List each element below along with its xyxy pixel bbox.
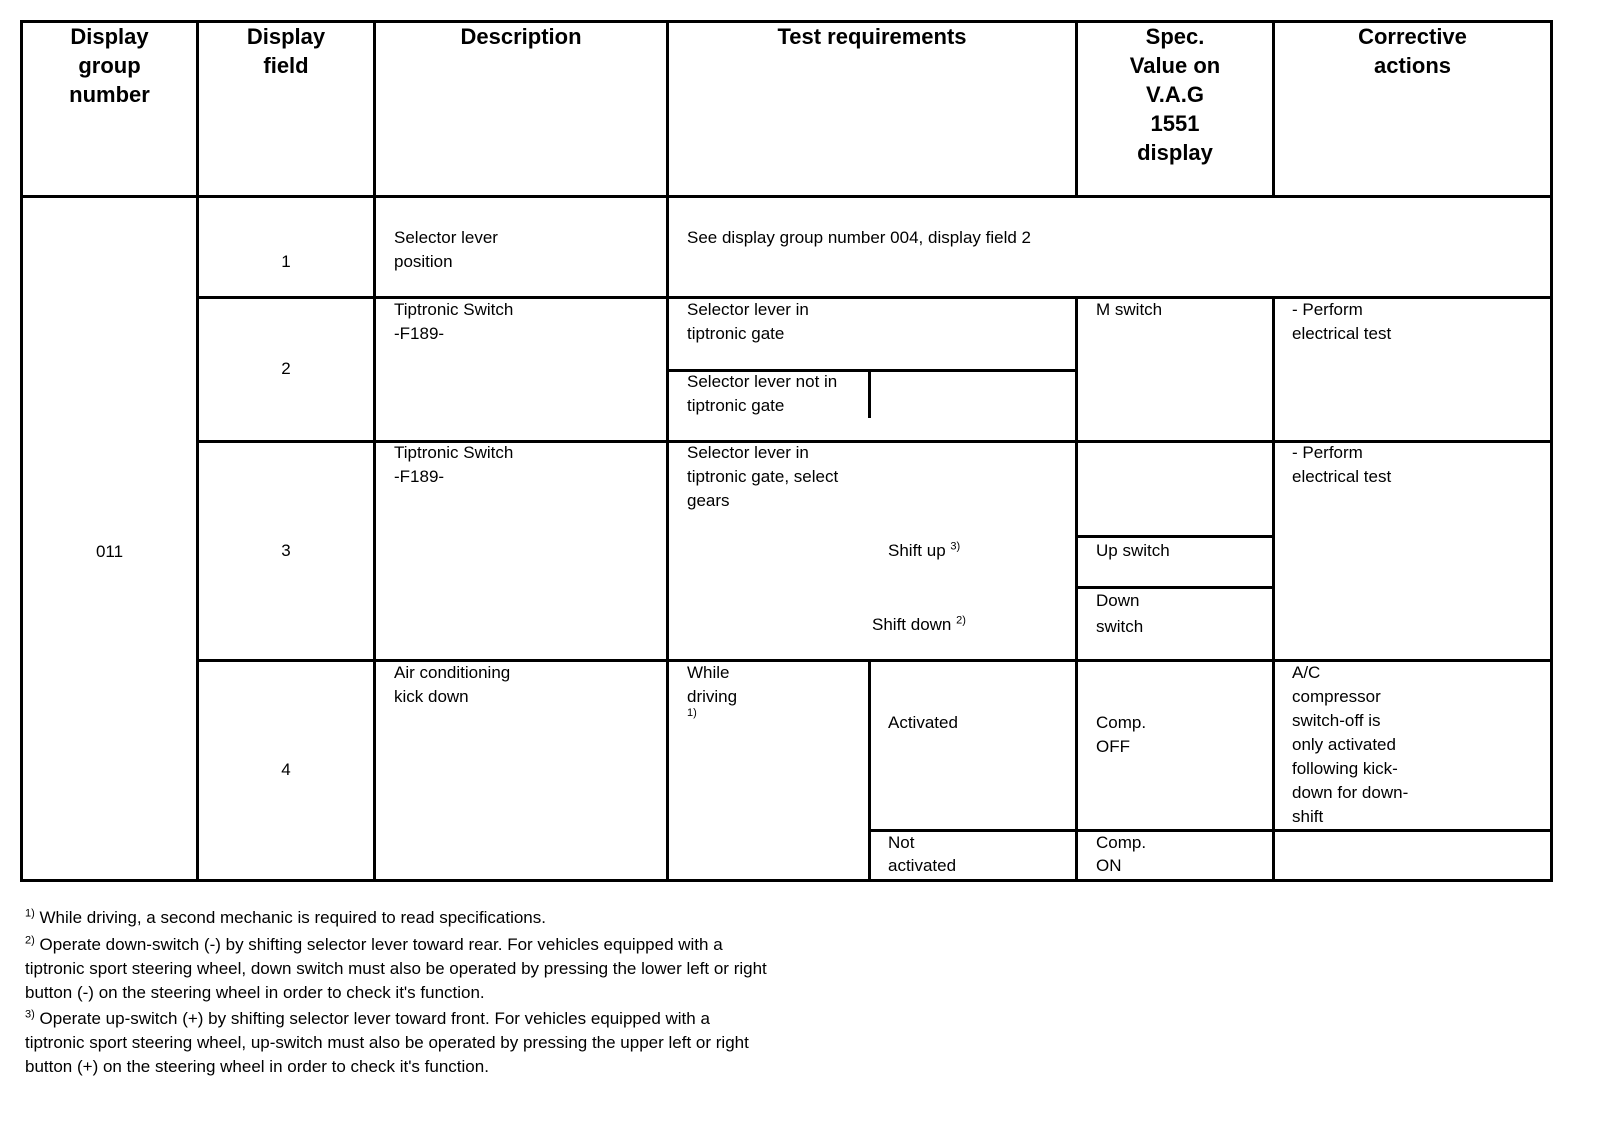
row-3-action: - Perform electrical test: [1292, 443, 1392, 486]
row-3-shift-down: [872, 613, 966, 637]
header-description: Description: [460, 24, 582, 49]
row-3-description: Tiptronic Switch -F189-: [394, 443, 514, 486]
row-2-action: - Perform electrical test: [1292, 300, 1392, 343]
row-2-description: Tiptronic Switch -F189-: [394, 300, 514, 343]
row-4-spec-activated: Comp. OFF: [1096, 713, 1147, 756]
header-display-field: Display field: [246, 24, 326, 78]
condition-ref: 1): [687, 707, 697, 719]
header-spec-value: Spec. Value on V.A.G 1551 display: [1129, 24, 1221, 165]
row-3-spec-down: Down switch: [1096, 591, 1144, 636]
row-3-spec-up: Up switch: [1096, 541, 1170, 560]
row-4-condition: While driving: [687, 663, 738, 706]
row-2-spec: M switch: [1096, 300, 1163, 319]
grid-line: [1075, 535, 1275, 538]
footnote-2-ref: 2): [25, 934, 35, 947]
group-number: 011: [95, 542, 124, 561]
grid-line: [868, 829, 1553, 832]
row-1-description: Selector lever position: [394, 228, 498, 271]
grid-line: [1075, 296, 1078, 882]
grid-line: [868, 369, 871, 418]
grid-line: [20, 195, 1553, 198]
grid-line: [373, 20, 376, 882]
grid-line: [868, 659, 871, 882]
row-1-test: See display group number 004, display field 2: [687, 228, 1031, 247]
row-1-field: 1: [281, 252, 291, 271]
header-display-group-number: Display group number: [69, 24, 150, 107]
row-3-shift-up: [888, 539, 960, 563]
footnote-3-text: Operate up-switch (+) by shifting selector lever toward front. For vehicles equipped with a tiptronic sport steering wheel, up-switch must also be operated by pressing the upper left or right button (+) on the steering wheel in order to check it's function.: [25, 1009, 749, 1076]
row-4-description: Air conditioning kick down: [394, 663, 511, 706]
grid-line: [666, 20, 669, 882]
grid-line: [1550, 20, 1553, 882]
grid-line: [20, 879, 1553, 882]
shift-up-label: Shift up: [888, 541, 946, 560]
row-3-field: 3: [281, 541, 291, 560]
row-2-test-in-gate: Selector lever in tiptronic gate: [687, 300, 809, 343]
row-2-field: 2: [281, 359, 291, 378]
footnote-1-text: While driving, a second mechanic is required to read specifications.: [39, 908, 546, 927]
row-4-condition-footnote-ref: [687, 706, 697, 720]
shift-down-footnote-ref: 2): [956, 614, 966, 627]
footnote-2-text: Operate down-switch (-) by shifting selector lever toward rear. For vehicles equipped with a tiptronic sport steering wheel, down switch must also be operated by pressing the lower left or right button (-) on the steering wheel in order to check it's function.: [25, 935, 767, 1002]
footnote-3-ref: 3): [25, 1008, 35, 1021]
grid-line: [20, 20, 23, 882]
shift-down-label: Shift down: [872, 615, 952, 634]
row-4-field: 4: [281, 760, 291, 779]
footnote-1-ref: 1): [25, 907, 35, 920]
row-4-action: A/C compressor switch-off is only activated following kick- down for down- shift: [1292, 663, 1409, 826]
grid-line: [1272, 296, 1275, 882]
footnote-3: [25, 1007, 925, 1079]
row-3-test: Selector lever in tiptronic gate, select gears: [687, 443, 839, 510]
header-corrective-actions: Corrective actions: [1358, 24, 1467, 78]
grid-line: [196, 20, 199, 882]
footnote-1: [25, 906, 925, 930]
shift-up-footnote-ref: 3): [950, 540, 961, 553]
row-2-test-not-in-gate: Selector lever not in tiptronic gate: [687, 372, 838, 415]
row-4-spec-not-activated: Comp. ON: [1096, 833, 1147, 875]
row-4-state-activated: Activated: [888, 713, 958, 732]
footnote-2: [25, 933, 925, 1005]
header-test-requirements: Test requirements: [777, 24, 967, 49]
row-4-state-not-activated: Not activated: [888, 833, 957, 875]
